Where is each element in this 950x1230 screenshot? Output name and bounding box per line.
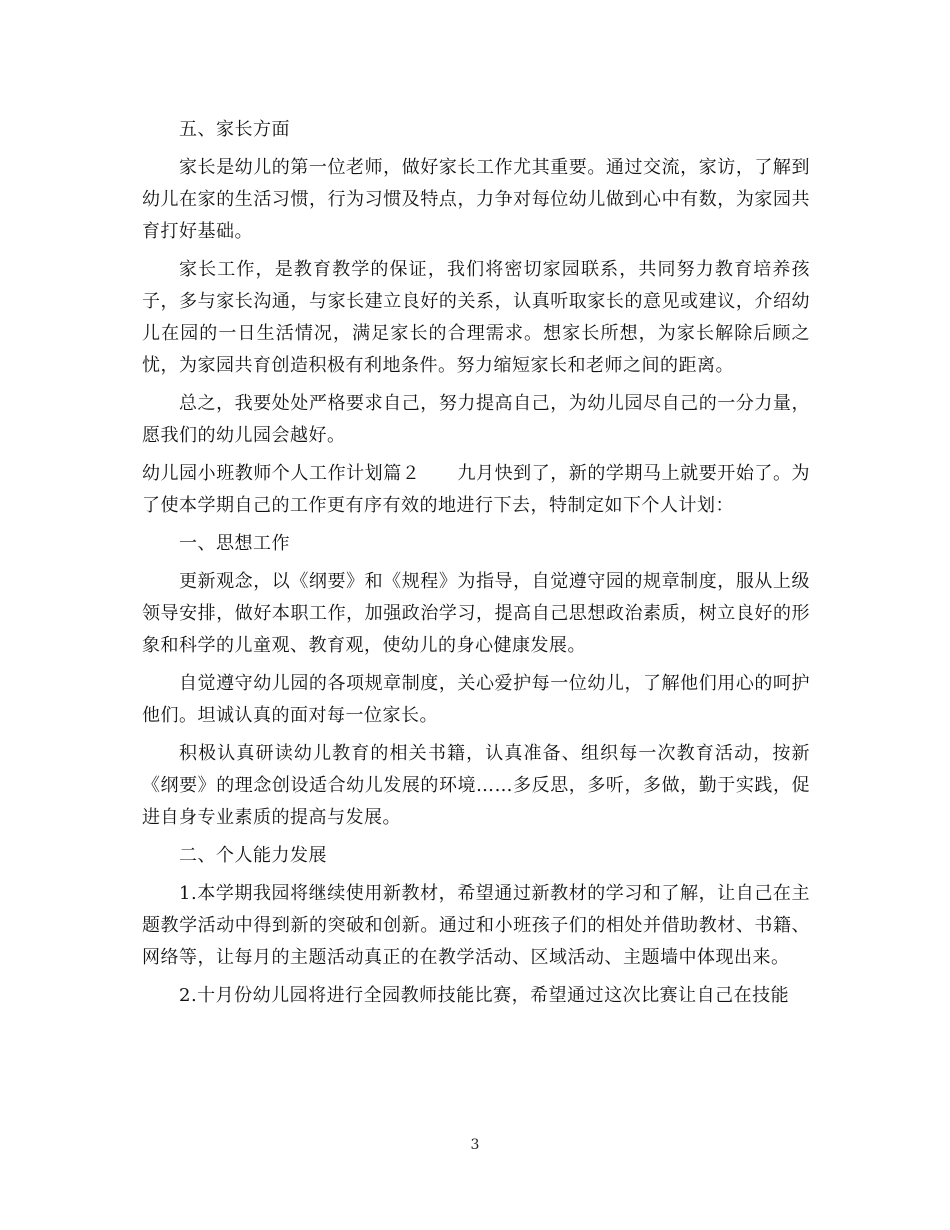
article-title-paragraph: 幼儿园小班教师个人工作计划篇２ 九月快到了，新的学期马上就要开始了。为了使本学期自己的工作更有序有效的地进行下去，特制定如下个人计划： xyxy=(142,463,810,516)
paragraph: 自觉遵守幼儿园的各项规章制度，关心爱护每一位幼儿，了解他们用心的呵护他们。坦诚认真的面对每一位家长。 xyxy=(142,673,810,726)
paragraph: 2.十月份幼儿园将进行全园教师技能比赛，希望通过这次比赛让自己在技能 xyxy=(179,985,790,1006)
paragraph: 积极认真研读幼儿教育的相关书籍，认真准备、组织每一次教育活动，按新《纲要》的理念创设适合幼儿发展的环境……多反思，多听，多做，勤于实践，促进自身专业素质的提高与发展。 xyxy=(142,743,810,828)
paragraph: 家长是幼儿的第一位老师，做好家长工作尤其重要。通过交流，家访，了解到幼儿在家的生活习惯，行为习惯及特点，力争对每位幼儿做到心中有数，为家园共育打好基础。 xyxy=(142,157,810,242)
document-body xyxy=(142,114,810,1018)
paragraph: 更新观念，以《纲要》和《规程》为指导，自觉遵守园的规章制度，服从上级领导安排，做好本职工作，加强政治学习，提高自己思想政治素质，树立良好的形象和科学的儿童观、教育观，使幼儿的身心健康发展。 xyxy=(142,571,810,656)
paragraph: 家长工作，是教育教学的保证，我们将密切家园联系，共同努力教育培养孩子，多与家长沟通，与家长建立良好的关系，认真听取家长的意见或建议，介绍幼儿在园的一日生活情况，满足家长的合理需求。想家长所想，为家长解除后顾之忧，为家园共育创造积极有利地条件。努力缩短家长和老师之间的距离。 xyxy=(142,259,810,376)
page-number: 3 xyxy=(470,1137,480,1153)
section-heading-ability: 二、个人能力发展 xyxy=(179,845,327,866)
paragraph: 总之，我要处处严格要求自己，努力提高自己，为幼儿园尽自己的一分力量，愿我们的幼儿园会越好。 xyxy=(142,393,810,446)
section-heading-thinking: 一、思想工作 xyxy=(179,533,290,554)
paragraph: 1.本学期我园将继续使用新教材，希望通过新教材的学习和了解，让自己在主题教学活动中得到新的突破和创新。通过和小班孩子们的相处并借助教材、书籍、网络等，让每月的主题活动真正的在教学活动、区域活动、主题墙中体现出来。 xyxy=(142,883,810,968)
section-heading-parents: 五、家长方面 xyxy=(179,119,290,140)
